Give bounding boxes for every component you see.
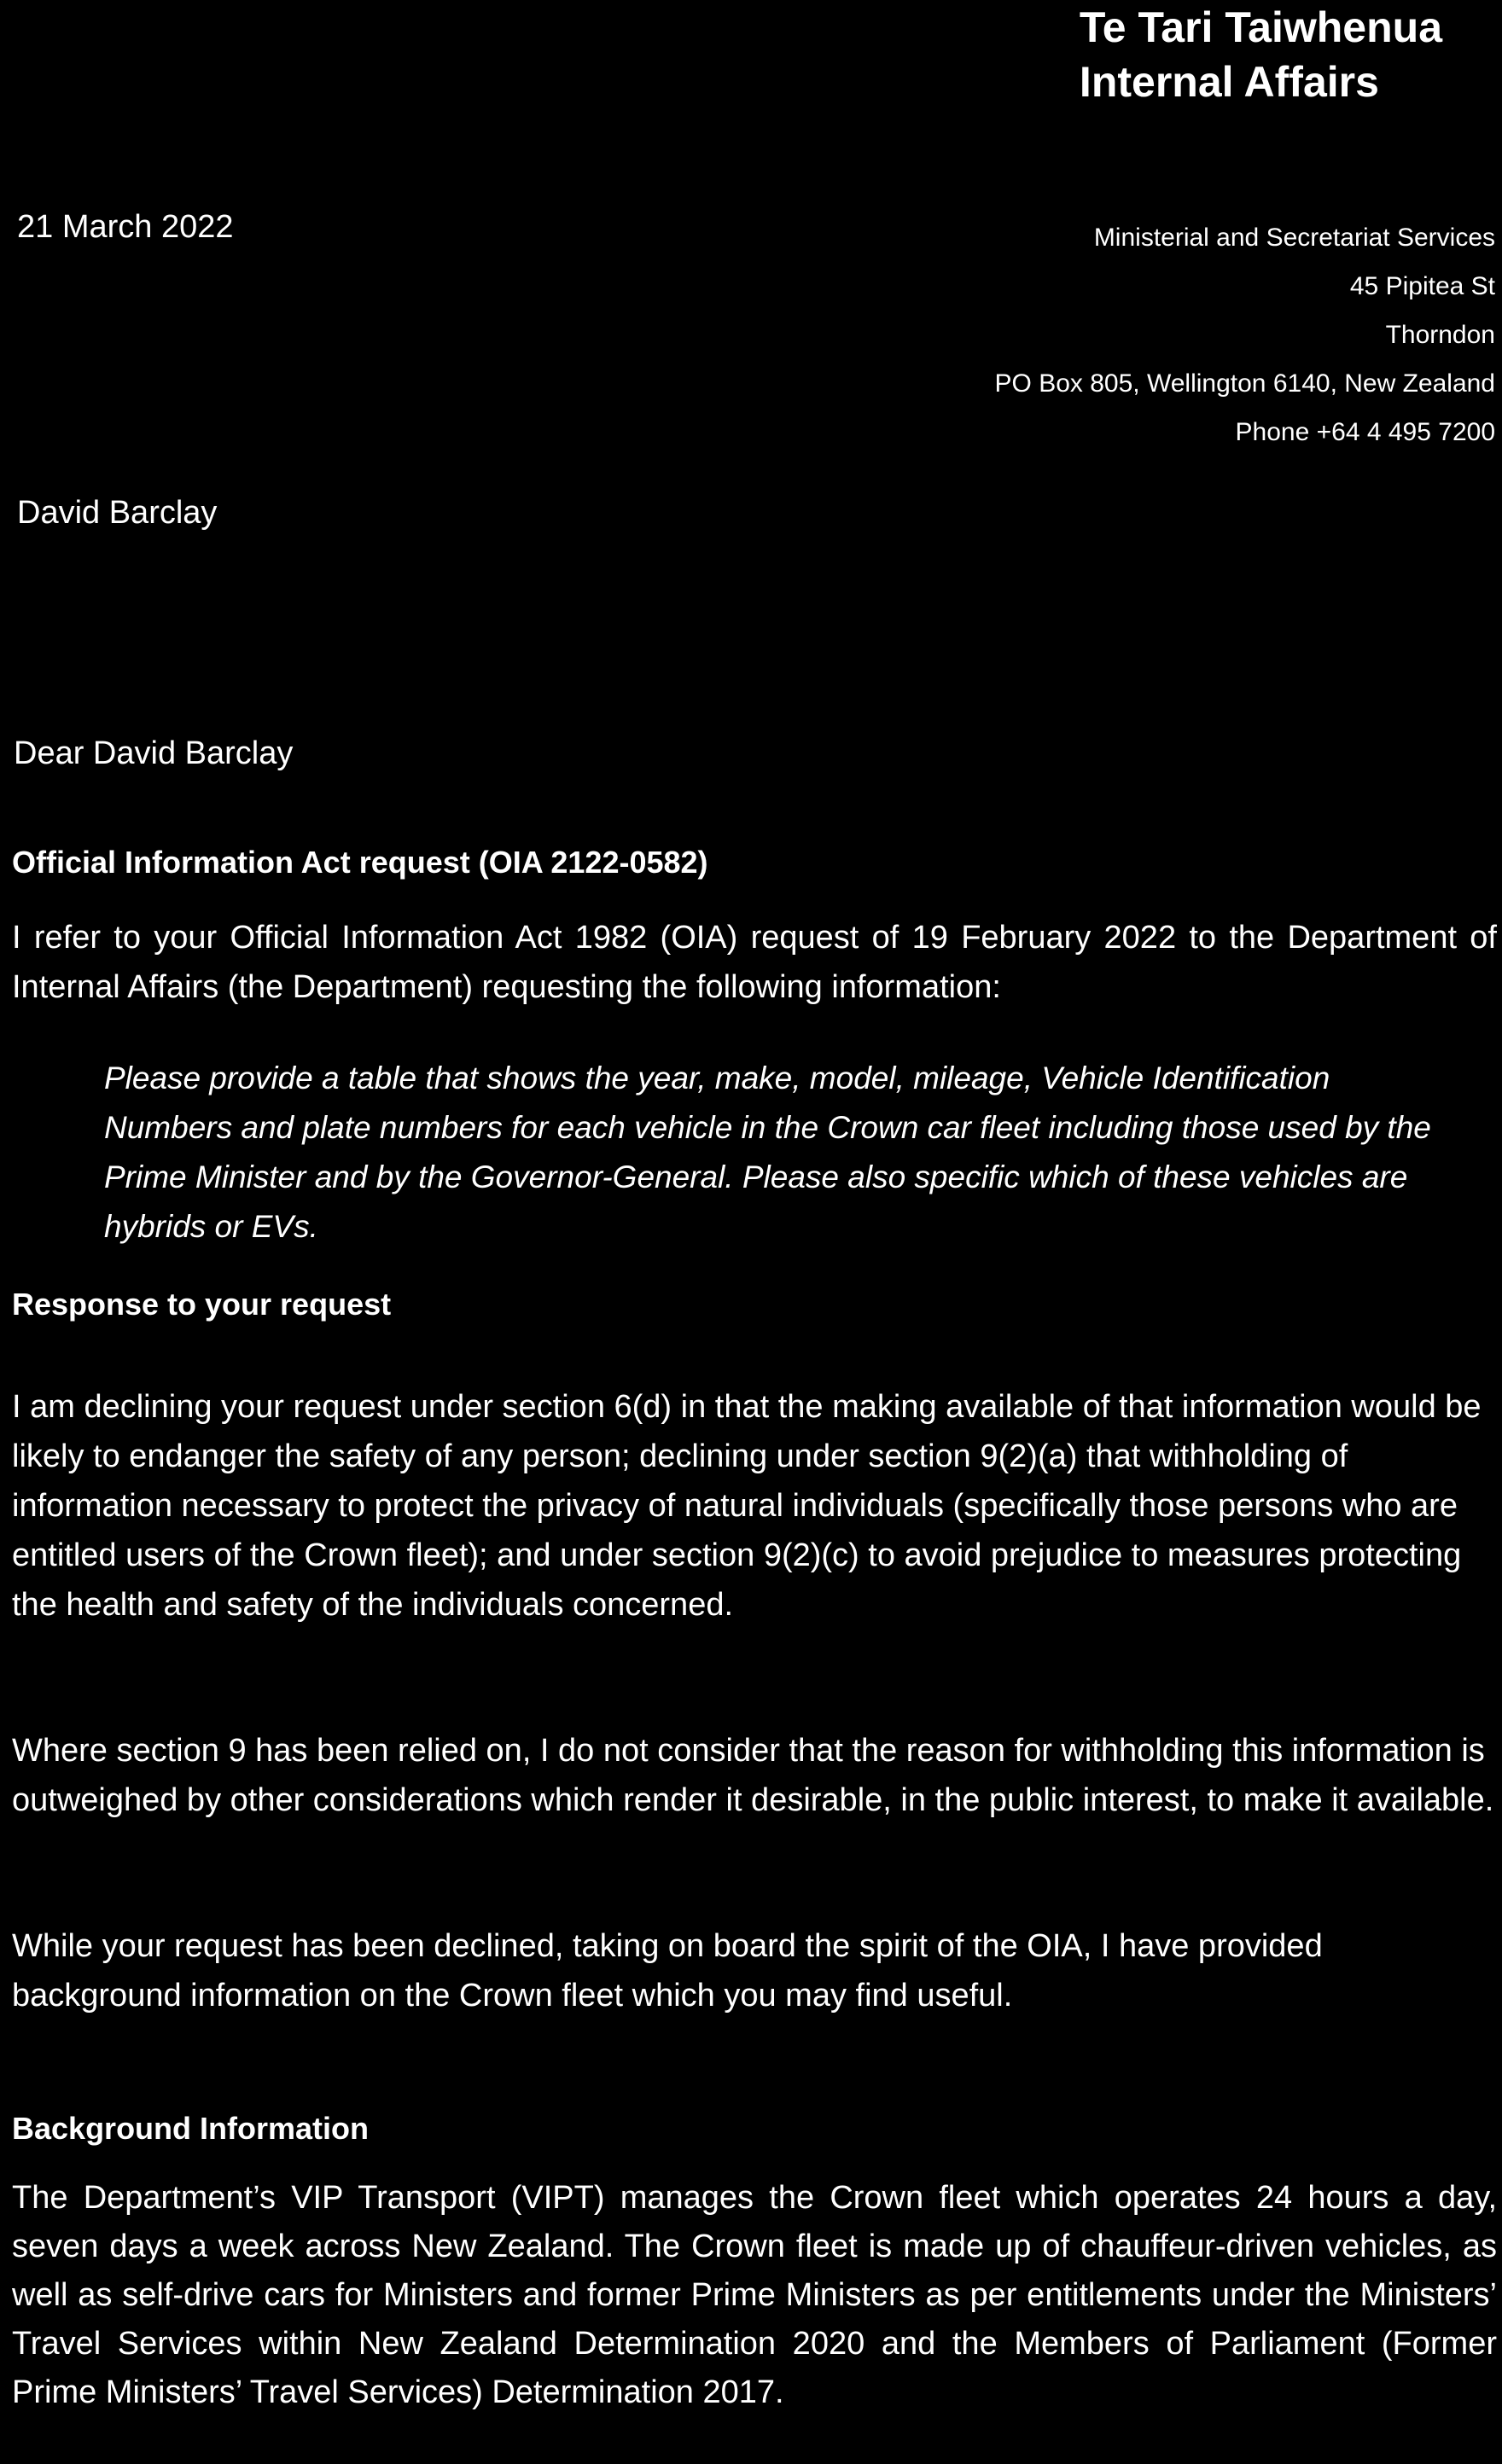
address-line: Phone +64 4 495 7200 [1235,418,1495,446]
org-name-maori: Te Tari Taiwhenua [1079,3,1442,51]
organisation-logo-text [1080,0,1442,109]
background-heading: Background Information [12,2111,370,2146]
address-line: 45 Pipitea St [1349,272,1495,300]
intro-paragraph: I refer to your Official Information Act 1982 (OIA) request of 19 February 2022 to the Department of Internal Affairs (the Department) requesting the following information: [12,920,1497,1005]
request-quote: Please provide a table that shows the year, make, model, mileage, Vehicle Identification Numbers and plate numbers for each vehicle in the Crown car fleet including those used by the Prime Minister and by the Governor-General. Please also specific which of these vehicles are hybrids or EVs. [104,1061,1431,1244]
salutation: Dear David Barclay [14,735,294,771]
subject-heading: Official Information Act request (OIA 2122-0582) [12,845,708,880]
org-name-english: Internal Affairs [1079,58,1379,106]
background-paragraph: The Department’s VIP Transport (VIPT) manages the Crown fleet which operates 24 hours a day, seven days a week across New Zealand. The Crown fleet is made up of chauffeur-driven vehicles, as well as self-drive cars for Ministers and former Prime Ministers as per entitlements under the Ministers’ Travel Services within New Zealand Determination 2020 and the Members of Parliament (Former Prime Ministers’ Travel Services) Determination 2017. [12,2180,1497,2410]
address-line: Ministerial and Secretariat Services [1093,224,1495,252]
response-paragraph-1: I am declining your request under section 6(d) in that the making available of that information would be likely to endanger the safety of any person; declining under section 9(2)(a) that withholding of information necessary to protect the privacy of natural individuals (specifically those persons who are entitled users of the Crown fleet); and under section 9(2)(c) to avoid prejudice to measures protecting the health and safety of the individuals concerned. [12,1389,1482,1623]
address-line: PO Box 805, Wellington 6140, New Zealand [994,369,1495,398]
recipient-name: David Barclay [17,495,218,531]
response-paragraph-3: While your request has been declined, taking on board the spirit of the OIA, I have provided background information on the Crown fleet which you may find useful. [12,1928,1323,2014]
address-line: Thorndon [1385,321,1495,349]
sender-address [995,213,1495,456]
response-heading: Response to your request [12,1287,392,1322]
response-paragraph-2: Where section 9 has been relied on, I do not consider that the reason for withholding this information is outweighed by other considerations which render it desirable, in the public interest, to make it available. [12,1733,1494,1818]
letter-date: 21 March 2022 [17,209,234,245]
